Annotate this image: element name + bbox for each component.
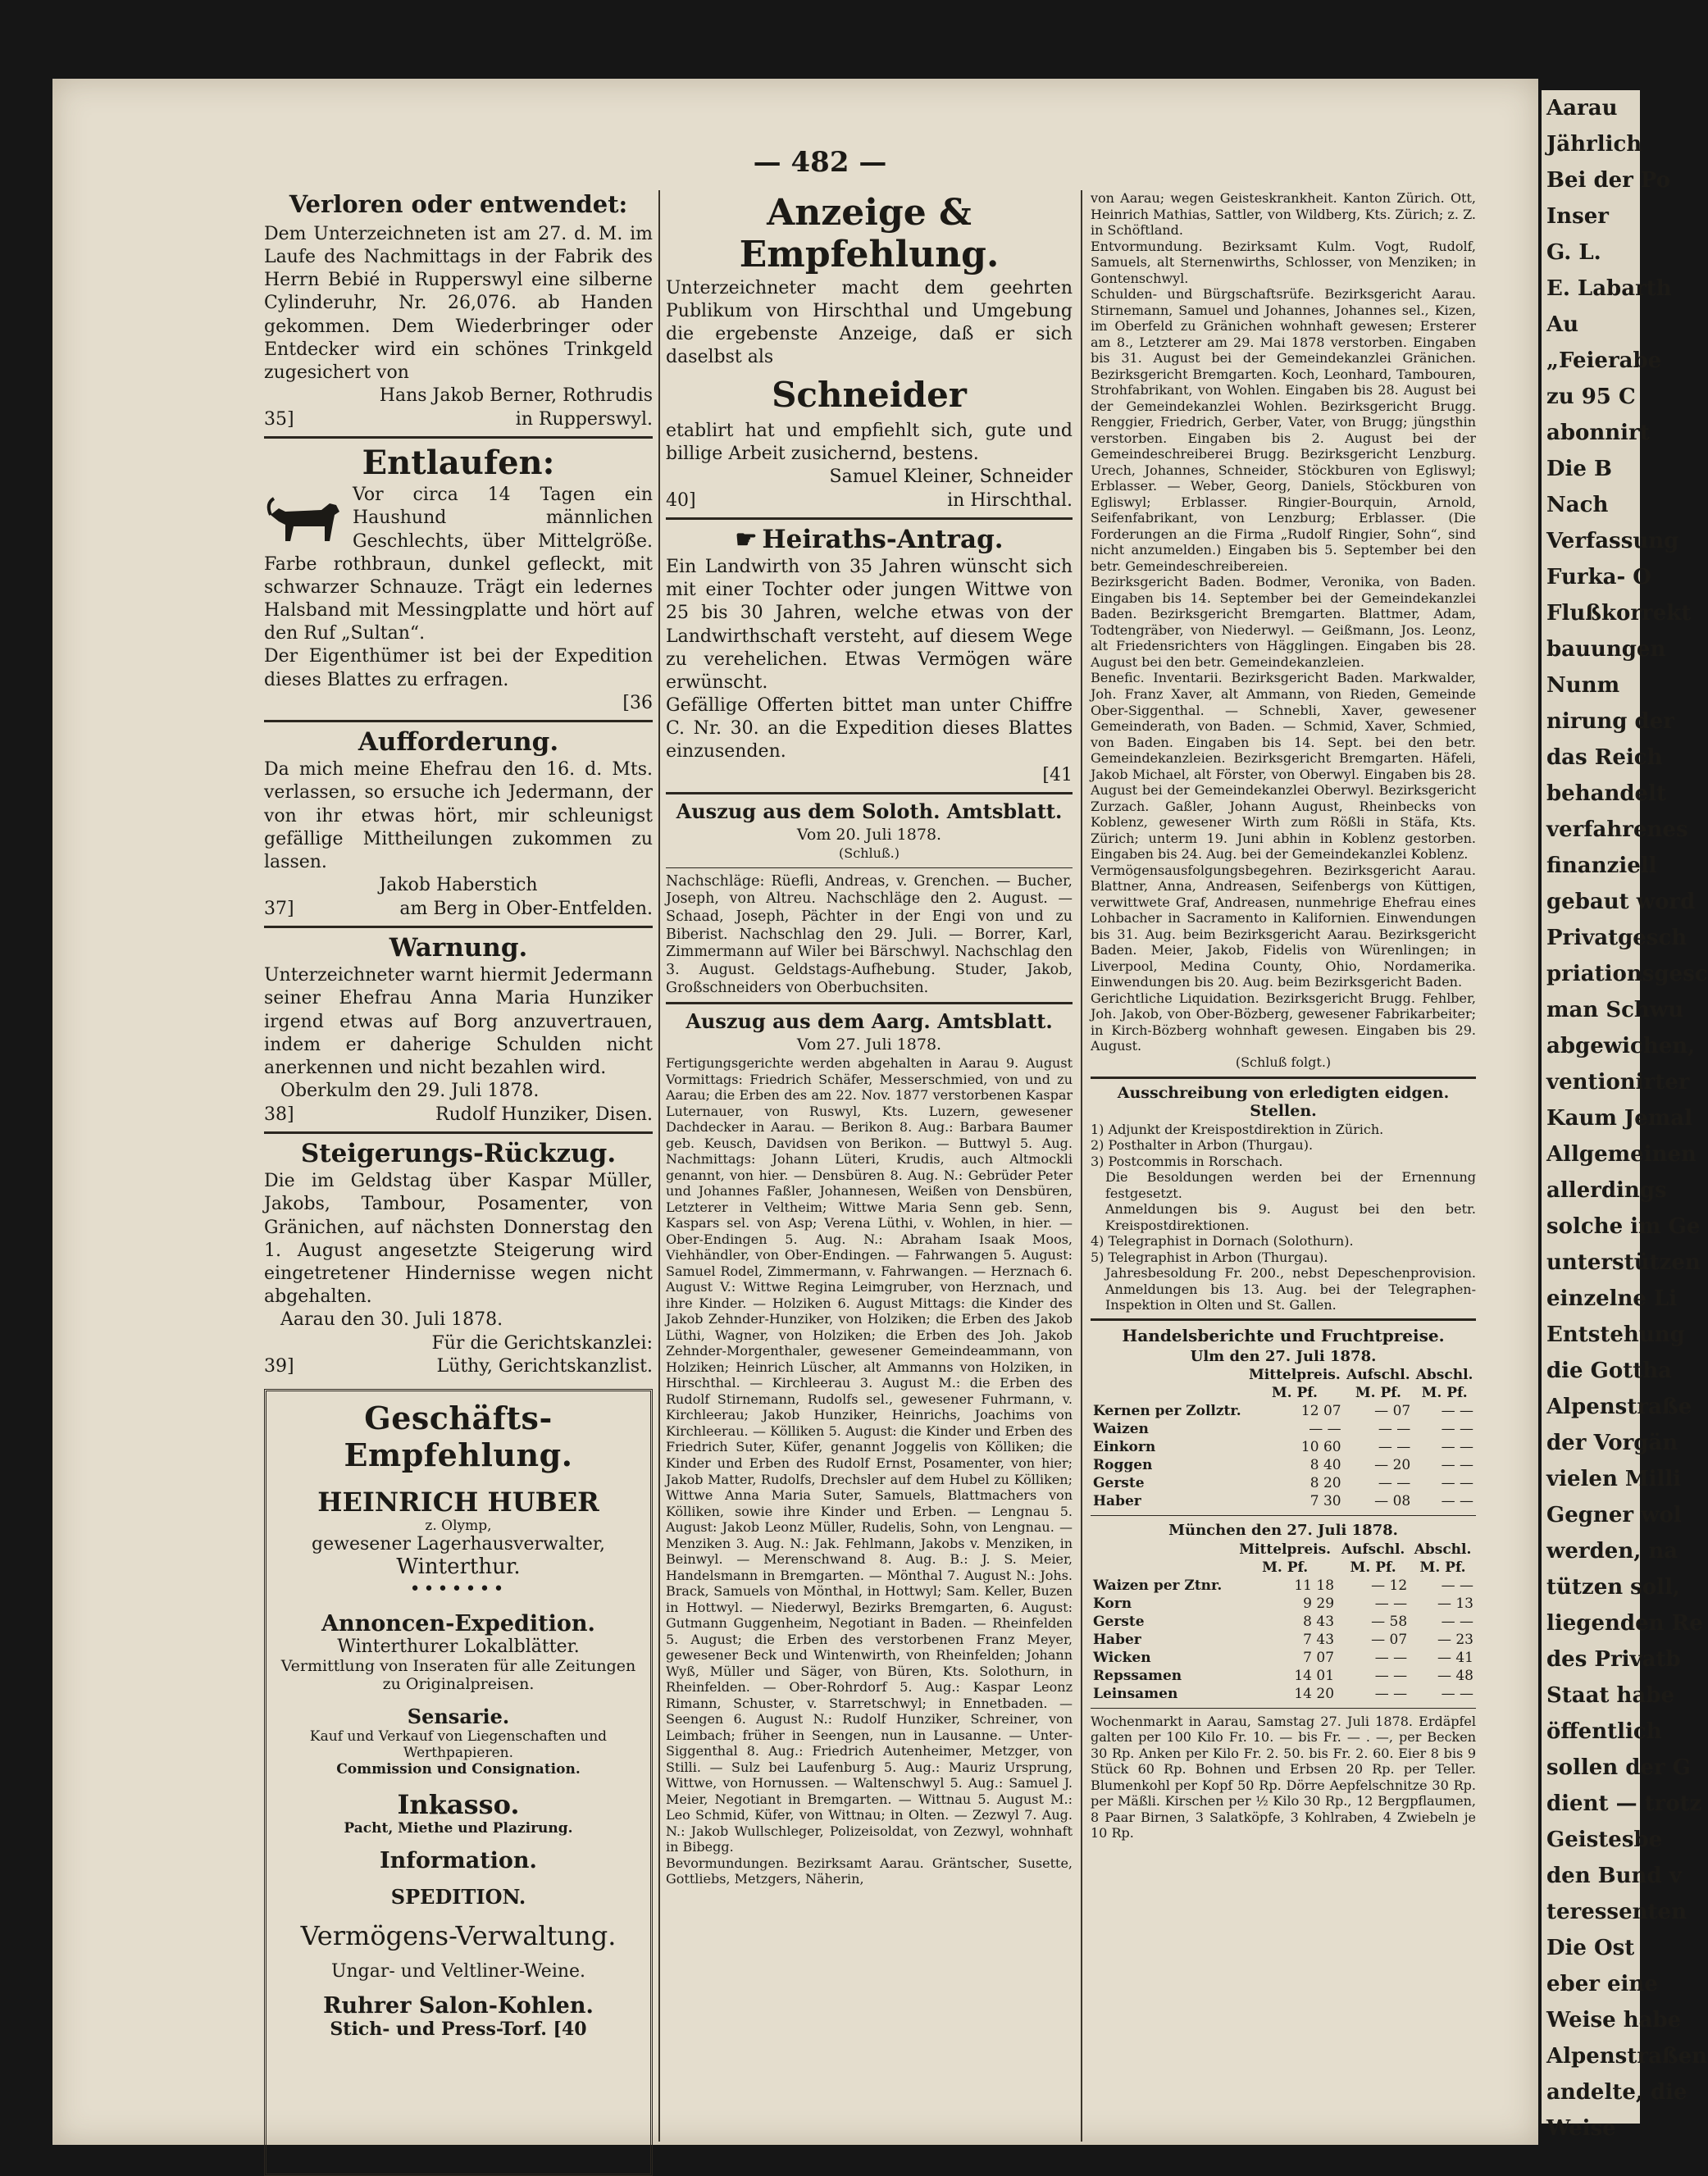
table-cell: Waizen per Ztnr.	[1093, 1577, 1223, 1594]
adjacent-page-line: Flußkorrekt	[1546, 601, 1692, 626]
adjacent-page-line: allerdings	[1546, 1178, 1667, 1203]
market-city-date: München den 27. Juli 1878.	[1168, 1522, 1398, 1540]
adjacent-page-line: bauungen	[1546, 637, 1666, 662]
table-cell: — —	[1441, 1403, 1473, 1420]
table-header-cell: Aufschl.	[1341, 1541, 1405, 1558]
table-cell: — 48	[1437, 1667, 1473, 1684]
notice-signature: Lüthy, Gerichtskanzlist.	[436, 1356, 653, 1377]
aargau-gazette-excerpt	[666, 1009, 1073, 1887]
ad-section: Vermögens-Verwaltung.	[300, 1919, 617, 1951]
adjacent-page-line: der Vorgän	[1546, 1431, 1678, 1455]
marriage-notice	[666, 525, 1073, 787]
table-header-cell: M. Pf.	[1350, 1559, 1396, 1576]
adjacent-page-line: unterstützen	[1546, 1250, 1701, 1275]
section-body: Fertigungsgerichte werden abgehalten in Aarau 9. August Vormittags: Friedrich Schäfer, Messerschmied, von und zu Aarau; die Erben des am 22. Nov. 1877 verstorbenen Kaspar Luternauer, von Ruswyl, Kts. Luzern, gewesener Dachdecker in Aarau. — Berikon 8. Aug.: Barbara Baumer geb. Keusch, Davidsen von Berikon. — Buttwyl 5. Aug. Nachmittags: Johann Lüteri, Krudis, auch Altmockli genannt, von hier. — Densbüren 8. Aug. N.: Gebrüder Peter und Johannes Faßler, Johannesen, Weißen von Densbüren, Letzterer in Veltheim; Wittwe Maria Senn geb. Senn, Kaspars sel. von Asp; Verena Lüthi, v. Wohlen, in hier. — Ober-Endingen 5. Aug. N.: Abraham Isaak Moos, Viehhändler, von Ober-Endingen. — Fahrwangen 5. August: Samuel Rodel, Zimmermann, v. Fahrwangen. — Herznach 6. August V.: Wittwe Regina Leimgruber, von Herznach, und ihre Kinder. — Holziken 6. August Mittags: die Kinder des Jakob Zehnder-Hunziker, von Holziken; die Erben des Jakob Lüthi, Wagner, von Holziken; die Erben des Joh. Jakob Zehnder-Morgenthaler, gewesener Gemeindeammann, von Holziken; Heinrich Lüscher, alt Ammanns von Holziken, in Hirschthal. — Kirchleerau 3. August M.: die Erben des Rudolf Stirnemann, Rudolfs sel., gewesener Fuhrmann, v. Kirchleerau; Jakob Hunziker, Heinrichs, Joachims von Kirchleerau. — Kölliken 5. August: die Kinder und Erben des Friedrich Suter, Küfer, genannt Joggelis von Kölliken; die Kinder und Erben des Rudolf Ernst, Posamenter, von hier; Jakob Matter, Rudolfs, Drechsler auf dem Hubel zu Kölliken; Wittwe Anna Maria Suter, Samuels, Blattmachers von Kölliken, sowie ihre Kinder und Erben. — Lengnau 5. August: Jakob Leonz Müller, Rudelis, Sohn, von Lengnau. — Menziken 3. Aug. N.: Jak. Fehlmann, Jakobs v. Menziken, in Beinwyl. — Merenschwand 8. Aug. B.: J. S. Meier, Handelsmann in Bremgarten. — Mönthal 7. August N.: Johs. Brack, Samuels von Mönthal, in Hottwyl; Sam. Keller, Buzen in Hottwyl. — Niederwyl, Bezirks Bremgarten, 6. August: Gutmann Guggenheim, Negotiant in Baden. — Rheinfelden 5. August; die Erben des verstorbenen Franz Meyer, gewesener Beck und Wintenwirth, von Rheinfelden; Johann Wyß, Müller und Säger, von Büren, Kts. Solothurn, in Rheinfelden. — Ober-Rohrdorf 5. Aug.: Kaspar Leonz Rimann, Schuster, v. Starretschwyl; in Ennetbaden. — Seengen 6. August N.: Rudolf Hunziker, Schreiner, von Leimbach; früher in Seengen, nun in Lausanne. — Unter-Siggenthal 8. Aug.: Friedrich Autenheimer, Metzger, von Stilli. — Sulz bei Laufenburg 5. Aug.: Mauriz Ursprung, Wittwe, von Hornussen. — Waltenschwyl 5. Aug.: Samuel J. Meier, Negotiant in Bremgarten. — Wittnau 5. August M.: Leo Schmid, Küfer, von Wittnau; in Olten. — Zezwyl 7. Aug. N.: Jakob Wullschleger, Polizeisoldat, von Zezwyl, wohnhaft in Bibegg.	[666, 1055, 1073, 1855]
table-cell: — 12	[1371, 1577, 1408, 1594]
table-row	[1091, 1577, 1476, 1595]
weekly-market-report: Wochenmarkt in Aarau, Samstag 27. Juli 1878. Erdäpfel galten per 100 Kilo Fr. 10. — bis Fr. — . —, per Becken 30 Rp. Anken per Kilo Fr. 2. 50. bis Fr. 2. 60. Eier 8 bis 9 Stück 60 Rp. Bohnen und Erbsen 20 Rp. per Teller. Blumenkohl per Kopf 50 Rp. Dörre Aepfelschnitze 30 Rp. per Mäßli. Kirschen per ½ Kilo 30 Rp., 12 Bergpflaumen, 8 Paar Birnen, 3 Salatköpfe, 3 Kohlraben, 4 Zwiebeln je 10 Rp.	[1091, 1713, 1476, 1841]
table-cell: Wicken	[1093, 1649, 1151, 1666]
ad-sub: gewesener Lagerhausverwalter,	[312, 1533, 605, 1555]
ad-title: Geschäfts-Empfehlung.	[344, 1399, 573, 1473]
table-cell: Kernen per Zollztr.	[1093, 1403, 1241, 1420]
table-header-cell	[1091, 1384, 1246, 1402]
section-title: Ausschreibung von erledigten eidgen. Stellen.	[1117, 1083, 1450, 1120]
notice-place-date: Aarau den 30. Juli 1878.	[280, 1309, 503, 1331]
ad-section-line: Pacht, Miethe und Plazirung.	[344, 1819, 573, 1837]
notice-number: [40	[553, 2018, 587, 2040]
auction-notice	[264, 1139, 653, 1379]
page-number: — 482 —	[753, 146, 887, 179]
section-body: Bezirksgericht Baden. Bodmer, Veronika, von Baden. Eingaben bis 14. September bei der Gemeindekanzlei Baden. Bezirksgericht Bremgarten. Blattmer, Adam, Todtengräber, von Niederwyl. — Geißmann, Jos. Leonz, alt Friedensrichters von Hägglingen. Eingaben bis 28. August bei den betr. Gemeindekanzleien.	[1091, 574, 1476, 670]
column-2	[666, 190, 1073, 2137]
adjacent-page-line: ventionirter	[1546, 1070, 1690, 1095]
table-cell: — —	[1374, 1649, 1408, 1666]
table-cell: Gerste	[1093, 1613, 1145, 1630]
ulm-price-table	[1091, 1366, 1476, 1510]
notice-title: Warnung.	[389, 933, 528, 963]
munich-price-table	[1091, 1541, 1476, 1703]
vacancy-line: Die Besoldungen werden bei der Ernennung festgesetzt.	[1105, 1169, 1476, 1201]
adjacent-page-line: Alpenstraße	[1546, 1395, 1692, 1419]
table-cell: — 58	[1371, 1613, 1408, 1630]
ad-city: Winterthur.	[396, 1554, 521, 1579]
notice-number: 35]	[264, 408, 294, 430]
table-cell: — 08	[1374, 1493, 1411, 1510]
table-cell: — 20	[1374, 1457, 1411, 1474]
business-ad-box: Geschäfts-Empfehlung. HEINRICH HUBER z. Olymp, gewesener Lagerhausverwalter, Winterthur. ••••••• Annoncen-Expedition. Winterthurer Lokalblätter. Vermittlung von Inseraten für alle Zeitungen zu Originalpreisen. Sensarie. Kauf und Verkauf von Liegenschaften und Werthpapieren. Commission und Consignation. Inkasso. Pacht, Miethe und Plazirung. Information. SPEDITION. Vermögens-Verwaltung. Ungar- und Veltliner-Weine. Ruhrer Salon-Kohlen. Stich- und Press-Torf. [40	[264, 1389, 653, 2176]
notice-body-2: Gefällige Offerten bittet man unter Chiffre C. Nr. 30. an die Expedition dieses Blattes einzusenden.	[666, 695, 1073, 763]
adjacent-page-line: Jährlich	[1546, 132, 1642, 157]
adjacent-page-line: sollen der G	[1546, 1755, 1691, 1780]
section-title: Auszug aus dem Soloth. Amtsblatt.	[676, 799, 1063, 824]
solothurn-gazette-excerpt	[666, 799, 1073, 997]
table-cell: — —	[1441, 1457, 1473, 1474]
pointing-hand-icon: ☛	[735, 526, 758, 555]
table-cell: — —	[1441, 1685, 1473, 1702]
ad-section: Inkasso.	[397, 1788, 520, 1820]
adjacent-page-line: öffentlich	[1546, 1719, 1662, 1744]
table-cell: — 23	[1437, 1631, 1473, 1648]
table-row	[1091, 1667, 1476, 1685]
vacancy-line: 5) Telegraphist in Arbon (Thurgau).	[1091, 1249, 1328, 1265]
ad-section-line: Commission und Consignation.	[336, 1760, 581, 1778]
trade-name: Schneider	[772, 374, 967, 415]
tailor-ad	[666, 192, 1073, 512]
adjacent-page-line: solche im Ge	[1546, 1214, 1701, 1239]
notice-title: Aufforderung.	[358, 727, 559, 758]
notice-number: 39]	[264, 1356, 294, 1377]
warning-notice	[264, 933, 653, 1127]
table-cell: Roggen	[1093, 1457, 1153, 1474]
table-cell: — 13	[1437, 1595, 1473, 1612]
table-row	[1091, 1613, 1476, 1631]
adjacent-page-line: abgewichen,	[1546, 1034, 1696, 1058]
notice-title: Heiraths-Antrag.	[762, 525, 1004, 555]
adjacent-page-line: nirung der	[1546, 709, 1674, 734]
vacancy-line: 4) Telegraphist in Dornach (Solothurn).	[1091, 1233, 1354, 1250]
table-cell: Waizen	[1093, 1421, 1149, 1438]
column-rule	[1081, 190, 1082, 2142]
adjacent-page-line: eber eine	[1546, 1972, 1658, 1996]
table-header-cell: M. Pf.	[1355, 1385, 1401, 1402]
adjacent-page-line: Allgemeinen	[1546, 1142, 1697, 1167]
table-cell: 10 60	[1300, 1439, 1341, 1456]
section-body: Vermögensausfolgungsbegehren. Bezirksgericht Aarau. Blattner, Anna, Andreasen, Seifenbergs von Küttigen, verwittwete Graf, Andreasen, nunmehrige Ehefrau eines Lohbacher in Sacramento in Kalifornien. Einwendungen bis 31. Aug. beim Bezirksgericht Aarau. Bezirksgericht Baden. Meier, Jakob, Fidelis von Würenlingen; in Liverpool, Medina County, Ohio, Nordamerika. Einwendungen bis 20. Aug. beim Bezirksgericht Baden.	[1091, 862, 1476, 990]
notice-body: Die im Geldstag über Kaspar Müller, Jakobs, Tambour, Posamenter, von Gränichen, auf nächsten Donnerstag den 1. August angesetzte Steigerung wird eingetretener Hindernisse wegen nicht abgehalten.	[264, 1171, 653, 1307]
adjacent-page-line: vielen Milli	[1546, 1467, 1682, 1491]
ad-section-line: Kauf und Verkauf von Liegenschaften und Werthpapieren.	[309, 1728, 608, 1761]
adjacent-page-line: teressenten	[1546, 1900, 1687, 1924]
table-cell: Leinsamen	[1093, 1685, 1178, 1702]
column-1	[264, 190, 653, 2137]
ad-section-line: Ungar- und Veltliner-Weine.	[330, 1960, 586, 1982]
section-body: Schulden- und Bürgschaftsrüfe. Bezirksgericht Aarau. Stirnemann, Samuel und Johannes, Johannes sel., Kizen, im Oberfeld zu Gränichen wohnhaft gewesen; Ersterer am 8., Letzterer am 29. Mai 1878 verstorben. Eingaben bis 31. August bei der Gemeindekanzlei Gränichen. Bezirksgericht Bremgarten. Koch, Leonhard, Tambouren, Strohfabrikant, von Wohlen. Eingaben bis 28. August bei der Gemeindekanzlei Wohlen. Bezirksgericht Brugg. Renggier, Friedrich, Gerber, Vater, von Brugg; jüngsthin verstorben. Eingaben bis 2. August bei der Gemeindeschreiberei Brugg. Bezirksgericht Lenzburg. Urech, Johannes, Schneider, Stöckburen von Egliswyl; Erblasser. — Weber, Georg, Daniels, Stöckburen von Egliswyl; Erblasser. Ringier-Bourquin, Arnold, Seifenfabrikant, von Lenzburg; Erblasser. (Die Forderungen an die Firma „Rudolf Ringier, Sohn“, sind nicht anzumelden.) Eingaben bis 5. September bei den betr. Gemeindeschreibereien.	[1091, 286, 1476, 574]
notice-body: Unterzeichneter macht dem geehrten Publikum von Hirschthal und Umgebung die ergebenste Anzeige, daß er sich daselbst als	[666, 278, 1073, 368]
notice-signature: Rudolf Hunziker, Disen.	[435, 1104, 653, 1125]
lost-watch-notice	[264, 190, 653, 431]
adjacent-page-line: des Privatb	[1546, 1647, 1681, 1672]
adjacent-page-line: werden, na	[1546, 1539, 1678, 1564]
table-cell: — —	[1378, 1475, 1411, 1492]
adjacent-page-line: andelte, die	[1546, 2080, 1688, 2105]
adjacent-page-line: Furka- O	[1546, 565, 1651, 590]
adjacent-page-line: Weise	[1546, 2116, 1616, 2141]
vacancy-line: 2) Posthalter in Arbon (Thurgau).	[1091, 1137, 1314, 1154]
notice-signature: Samuel Kleiner, Schneider	[829, 466, 1073, 487]
table-row	[1091, 1420, 1476, 1438]
section-body: Nachschläge: Rüefli, Andreas, v. Grenchen. — Bucher, Joseph, von Altreu. Nachschläge den 2. August. — Schaad, Joseph, Pächter in der Engi von und zu Biberist. Nachschlag den 29. Juli. — Borrer, Karl, Zimmermann auf Wiler bei Bärschwyl. Nachschlag den 3. August. Geldstags-Aufhebung. Studer, Jakob, Großschneiders von Oberbuchsiten.	[666, 872, 1073, 996]
adjacent-page-line: Gegner wol	[1546, 1503, 1682, 1527]
adjacent-page-line: die Gottha	[1546, 1359, 1672, 1383]
adjacent-page-line: den Bund v	[1546, 1864, 1682, 1888]
adjacent-page-line: finanziell	[1546, 854, 1657, 878]
table-cell: 12 07	[1300, 1403, 1341, 1420]
notice-number: 38]	[264, 1104, 294, 1125]
table-cell: 14 01	[1294, 1667, 1335, 1684]
notice-title: Anzeige & Empfehlung.	[739, 192, 1000, 275]
ad-section: Ruhrer Salon-Kohlen.	[323, 1992, 594, 2019]
table-row	[1091, 1595, 1476, 1613]
adjacent-page-line: Kaum Jemal	[1546, 1106, 1692, 1131]
notice-body: Da mich meine Ehefrau den 16. d. Mts. verlassen, so ersuche ich Jedermann, der von ihr etwas hört, mir schleunigst gefällige Mittheilungen zukommen zu lassen.	[264, 759, 653, 872]
adjacent-page-line: einzelne Li	[1546, 1286, 1678, 1311]
table-header-cell	[1091, 1366, 1246, 1384]
table-header-cell: M. Pf.	[1271, 1385, 1318, 1402]
vacancy-notice	[1091, 1084, 1476, 1313]
notice-signature-place: in Hirschthal.	[947, 489, 1073, 511]
adjacent-page-fragment	[1542, 90, 1708, 2141]
vacancy-line: Jahresbesoldung Fr. 200., nebst Depeschenprovision. Anmeldungen bis 13. Aug. bei der Telegraphen-Inspektion in Olten und St. Gallen.	[1105, 1265, 1476, 1313]
table-header-cell: M. Pf.	[1419, 1559, 1466, 1576]
adjacent-page-line: G. L.	[1546, 240, 1601, 265]
ad-section: Annoncen-Expedition.	[321, 1610, 595, 1637]
section-title: Handelsberichte und Fruchtpreise.	[1122, 1325, 1445, 1345]
table-row	[1091, 1649, 1476, 1667]
notice-body-2: Der Eigenthümer ist bei der Expedition dieses Blattes zu erfragen.	[264, 646, 653, 690]
table-cell: — —	[1374, 1667, 1408, 1684]
adjacent-page-line: das Reich	[1546, 745, 1663, 770]
notice-signature: Hans Jakob Berner, Rothrudis	[379, 385, 653, 407]
table-header-cell: Mittelpreis.	[1239, 1541, 1332, 1558]
section-body: Entvormundung. Bezirksamt Kulm. Vogt, Rudolf, Samuels, alt Sternenwirths, Schlosser, von Menziken; in Gontenschwyl.	[1091, 238, 1476, 286]
notice-signature: Jakob Haberstich	[379, 875, 538, 896]
adjacent-page-line: verfahrenes	[1546, 817, 1688, 842]
table-cell: — 07	[1374, 1403, 1411, 1420]
adjacent-page-line: Aarau	[1546, 96, 1618, 121]
table-header-cell: Mittelpreis.	[1248, 1367, 1341, 1384]
ad-sub: z. Olymp,	[425, 1517, 492, 1534]
table-cell: — —	[1441, 1493, 1473, 1510]
notice-signature-place: am Berg in Ober-Entfelden.	[399, 898, 653, 919]
table-row	[1091, 1402, 1476, 1420]
section-body-2: Bevormundungen. Bezirksamt Aarau. Gräntscher, Susette, Gottliebs, Metzgers, Näherin,	[666, 1855, 1073, 1887]
notice-body: Unterzeichneter warnt hiermit Jedermann seiner Ehefrau Anna Maria Hunziker irgend etwas auf Borg anzuvertrauen, indem er daherige Schulden nicht anerkennen und nicht bezahlen wird.	[264, 965, 653, 1078]
table-header-cell: M. Pf.	[1262, 1559, 1309, 1576]
table-cell: — —	[1441, 1439, 1473, 1456]
table-cell: — —	[1378, 1421, 1411, 1438]
section-note: (Schluß.)	[839, 844, 900, 861]
adjacent-page-line: Staat habe	[1546, 1683, 1675, 1708]
ad-section-line: Vermittlung von Inseraten für alle Zeitungen zu Originalpreisen.	[280, 1656, 636, 1693]
adjacent-page-line: man Schwu	[1546, 998, 1684, 1022]
table-header-cell: M. Pf.	[1421, 1385, 1468, 1402]
table-cell: 8 40	[1309, 1457, 1341, 1474]
lost-dog-notice	[264, 444, 653, 715]
market-city-date: Ulm den 27. Juli 1878.	[1190, 1347, 1377, 1365]
table-cell: Gerste	[1093, 1475, 1145, 1492]
table-cell: 8 20	[1309, 1475, 1341, 1492]
table-cell: Haber	[1093, 1631, 1141, 1648]
table-cell: 8 43	[1303, 1613, 1335, 1630]
adjacent-page-line: Geistesbe	[1546, 1828, 1663, 1852]
adjacent-page-line: zu 95 C	[1546, 385, 1636, 409]
adjacent-page-line: Privatgesch	[1546, 926, 1688, 950]
adjacent-page-line: Alpenstraßen	[1546, 2044, 1708, 2069]
adjacent-page-line: Nunm	[1546, 673, 1620, 698]
notice-number: [41	[1042, 764, 1073, 785]
column-rule	[658, 190, 660, 2142]
table-cell: — —	[1441, 1577, 1473, 1594]
adjacent-page-line: Die Ost	[1546, 1936, 1635, 1960]
notice-body-2: etablirt hat und empfiehlt sich, gute und billige Arbeit zusichernd, bestens.	[666, 420, 1073, 464]
adjacent-page-line: Die B	[1546, 457, 1612, 481]
adjacent-page-line: tützen soll,	[1546, 1575, 1680, 1600]
table-row	[1091, 1474, 1476, 1492]
dog-icon	[264, 487, 346, 544]
table-row	[1091, 1438, 1476, 1456]
section-body: von Aarau; wegen Geisteskrankheit. Kanton Zürich. Ott, Heinrich Mathias, Sattler, von Wildberg, Kts. Zürich; z. Z. in Schöftland.	[1091, 190, 1476, 239]
ad-section: Sensarie.	[407, 1704, 510, 1728]
vacancy-line: Anmeldungen bis 9. August bei den betr. Kreispostdirektionen.	[1105, 1201, 1476, 1233]
vacancy-line: 3) Postcommis in Rorschach.	[1091, 1153, 1283, 1169]
table-cell: 14 20	[1294, 1685, 1335, 1702]
table-cell: 7 30	[1309, 1493, 1341, 1510]
table-cell: Haber	[1093, 1493, 1141, 1510]
table-cell: 7 07	[1303, 1649, 1335, 1666]
adjacent-page-line: „Feierabe	[1546, 348, 1662, 373]
notice-title: Verloren oder entwendet:	[289, 190, 628, 218]
notice-title: Entlaufen:	[362, 444, 555, 483]
notice-signature-place: in Rupperswyl.	[515, 408, 653, 430]
ad-section-line: Stich- und Press-Torf.	[330, 2018, 547, 2040]
table-cell: — —	[1374, 1595, 1408, 1612]
table-cell: — —	[1374, 1685, 1408, 1702]
table-cell: — 07	[1371, 1631, 1408, 1648]
request-notice	[264, 727, 653, 921]
notice-place-date: Oberkulm den 29. Juli 1878.	[280, 1081, 540, 1102]
table-cell: 11 18	[1294, 1577, 1335, 1594]
section-note: (Schluß folgt.)	[1235, 1054, 1332, 1070]
table-cell: 9 29	[1303, 1595, 1335, 1612]
adjacent-page-line: abonnirt	[1546, 421, 1650, 445]
notice-for: Für die Gerichtskanzlei:	[431, 1332, 653, 1354]
ad-section: SPEDITION.	[390, 1884, 526, 1909]
table-header-cell: Abschl.	[1415, 1367, 1473, 1384]
vacancy-line: 1) Adjunkt der Kreispostdirektion in Zürich.	[1091, 1121, 1384, 1137]
adjacent-page-line: Weise habe	[1546, 2008, 1682, 2033]
table-row	[1091, 1492, 1476, 1510]
table-row	[1091, 1456, 1476, 1474]
notice-number: 37]	[264, 898, 294, 919]
adjacent-page-line: dient — trotz	[1546, 1791, 1702, 1816]
notice-number: [36	[622, 692, 653, 713]
column-3	[1091, 190, 1476, 2137]
table-header-cell: Abschl.	[1414, 1541, 1472, 1558]
ad-section-line: Winterthurer Lokalblätter.	[337, 1636, 580, 1657]
ad-section: Information.	[380, 1847, 537, 1873]
table-cell: — —	[1441, 1613, 1473, 1630]
table-cell: — 41	[1437, 1649, 1473, 1666]
notice-number: 40]	[666, 489, 696, 511]
adjacent-page-line: behandelt	[1546, 781, 1666, 806]
adjacent-page-line: Verfassung	[1546, 529, 1679, 553]
table-header-cell: Aufschl.	[1346, 1367, 1410, 1384]
section-date: Vom 20. Juli 1878.	[796, 826, 942, 844]
table-cell: 7 43	[1303, 1631, 1335, 1648]
table-cell: Korn	[1093, 1595, 1132, 1612]
table-cell: — —	[1309, 1421, 1341, 1438]
adjacent-page-line: Entstehung	[1546, 1322, 1685, 1347]
table-header-cell	[1091, 1559, 1233, 1577]
notice-body: Vor circa 14 Tagen ein Haushund männlichen Geschlechts, über Mittelgröße. Farbe rothbraun, dunkel gefleckt, mit schwarzer Schnauze. Trägt ein ledernes Halsband mit Messingplatte und hört auf den Ruf „Sultan“.	[264, 485, 653, 644]
section-date: Vom 27. Juli 1878.	[796, 1036, 942, 1054]
notice-body: Ein Landwirth von 35 Jahren wünscht sich mit einer Tochter oder jungen Wittwe von 25 bis 30 Jahren, welche etwas von der Landwirthschaft versteht, auf diesem Wege zu verehelichen. Etwas Vermögen wäre erwünscht.	[666, 557, 1073, 693]
adjacent-page-line: Au	[1546, 312, 1579, 337]
adjacent-page-line: Bei der Po	[1546, 168, 1671, 193]
notice-body: Dem Unterzeichneten ist am 27. d. M. im Laufe des Nachmittags in der Fabrik des Herrn Bebié in Rupperswyl eine silberne Cylinderuhr, Nr. 26,076. ab Handen gekommen. Dem Wiederbringer oder Entdecker wird ein schönes Trinkgeld zugesichert von	[264, 224, 653, 383]
section-body: Gerichtliche Liquidation. Bezirksgericht Brugg. Fehlber, Joh. Jakob, von Ober-Bözberg, gewesener Fabrikarbeiter; in Kirch-Bözberg wohnhaft gewesen. Eingaben bis 29. August.	[1091, 990, 1476, 1054]
table-cell: — —	[1441, 1475, 1473, 1492]
table-row	[1091, 1685, 1476, 1703]
notice-title: Steigerungs-Rückzug.	[300, 1139, 617, 1169]
adjacent-page-line: priationsgesc	[1546, 962, 1708, 986]
section-body: Benefic. Inventarii. Bezirksgericht Baden. Markwalder, Joh. Franz Xaver, alt Ammann, von Rieden, Gemeinde Ober-Siggenthal. — Schnebli, Xaver, gewesener Gemeinderath, von Baden. — Schmid, Xaver, Schmied, von Baden. Eingaben bis 14. Sept. bei den betr. Gemeindekanzleien. Bezirksgericht Bremgarten. Häfeli, Jakob Michael, alt Förster, von Oberwyl. Eingaben bis 28. August bei der Gemeindekanzlei Oberwyl. Bezirksgericht Zurzach. Gaßler, Johann August, Rheinbecks von Koblenz, gewesener Wirth zum Rößli in Stäfa, Kts. Zürich; unterm 19. Juni abhin in Koblenz gestorben. Eingaben bis 24. Aug. bei der Gemeindekanzlei Koblenz.	[1091, 670, 1476, 863]
table-header-cell	[1091, 1541, 1233, 1559]
market-reports	[1091, 1326, 1476, 1841]
table-cell: — —	[1378, 1439, 1411, 1456]
adjacent-page-line: gebaut word	[1546, 890, 1696, 914]
adjacent-page-line: E. Labarth	[1546, 276, 1672, 301]
adjacent-page-line: Inser	[1546, 204, 1609, 229]
table-cell: Repssamen	[1093, 1667, 1182, 1684]
gazette-continuation	[1091, 190, 1476, 1072]
table-row	[1091, 1631, 1476, 1649]
table-cell: Einkorn	[1093, 1439, 1156, 1456]
section-title: Auszug aus dem Aarg. Amtsblatt.	[685, 1009, 1053, 1034]
adjacent-page-line: Nach	[1546, 493, 1609, 517]
ad-company-name: HEINRICH HUBER	[317, 1486, 599, 1518]
table-cell: — —	[1441, 1421, 1473, 1438]
adjacent-page-line: liegenden Re	[1546, 1611, 1703, 1636]
